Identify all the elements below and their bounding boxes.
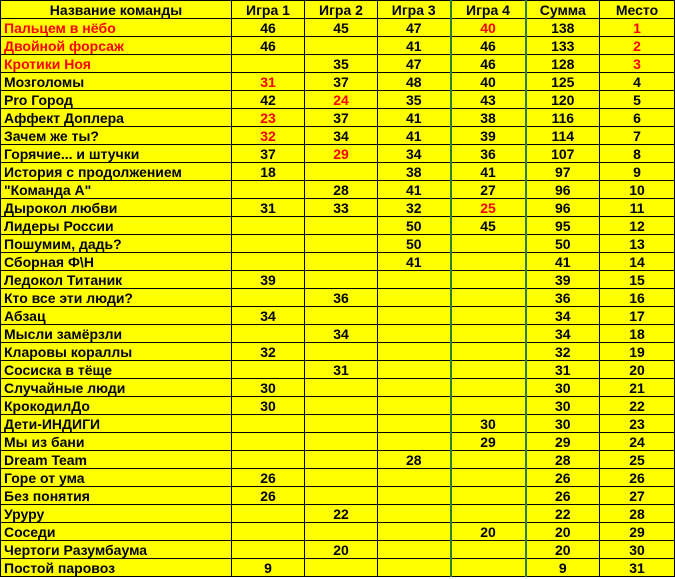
team-name-cell: Сосиска в тёще [1, 361, 232, 379]
table-row [1, 451, 675, 469]
team-name-cell: Мысли замёрзли [1, 325, 232, 343]
game-1-cell: 9 [232, 559, 305, 577]
game-4-cell: 41 [451, 163, 526, 181]
game-4-cell [451, 397, 526, 415]
team-name-cell: Аффект Доплера [1, 109, 232, 127]
game-3-cell: 47 [378, 55, 451, 73]
sum-cell: 133 [526, 37, 600, 55]
team-name-cell: Кто все эти люди? [1, 289, 232, 307]
sum-cell: 36 [526, 289, 600, 307]
sum-cell: 20 [526, 523, 600, 541]
game-2-cell: 34 [305, 325, 378, 343]
place-cell: 6 [600, 109, 675, 127]
game-2-cell: 37 [305, 73, 378, 91]
game-2-cell [305, 253, 378, 271]
game-3-cell: 28 [378, 451, 451, 469]
game-4-cell: 38 [451, 109, 526, 127]
table-row [1, 379, 675, 397]
place-cell: 10 [600, 181, 675, 199]
team-name-cell: Зачем же ты? [1, 127, 232, 145]
team-name-cell: Кротики Ноя [1, 55, 232, 73]
header-game-1: Игра 1 [232, 1, 305, 19]
table-row [1, 163, 675, 181]
game-1-cell [232, 181, 305, 199]
game-4-cell [451, 289, 526, 307]
team-name-cell: Pro Город [1, 91, 232, 109]
table-row [1, 127, 675, 145]
table-row [1, 253, 675, 271]
team-name-cell: Мозголомы [1, 73, 232, 91]
game-3-cell: 34 [378, 145, 451, 163]
table-row [1, 505, 675, 523]
game-2-cell: 20 [305, 541, 378, 559]
game-1-cell [232, 289, 305, 307]
game-4-cell: 40 [451, 73, 526, 91]
sum-cell: 26 [526, 487, 600, 505]
game-2-cell [305, 523, 378, 541]
game-3-cell: 38 [378, 163, 451, 181]
game-3-cell: 41 [378, 109, 451, 127]
game-1-cell: 26 [232, 487, 305, 505]
game-1-cell: 30 [232, 379, 305, 397]
table-row [1, 325, 675, 343]
game-4-cell [451, 307, 526, 325]
table-row [1, 109, 675, 127]
table-row [1, 91, 675, 109]
sum-cell: 128 [526, 55, 600, 73]
place-cell: 1 [600, 19, 675, 37]
game-1-cell: 18 [232, 163, 305, 181]
place-cell: 18 [600, 325, 675, 343]
table-row [1, 523, 675, 541]
game-4-cell [451, 541, 526, 559]
game-3-cell: 41 [378, 181, 451, 199]
game-3-cell [378, 343, 451, 361]
place-cell: 24 [600, 433, 675, 451]
game-3-cell [378, 289, 451, 307]
sum-cell: 120 [526, 91, 600, 109]
game-4-cell: 25 [451, 199, 526, 217]
game-3-cell [378, 433, 451, 451]
game-4-cell: 43 [451, 91, 526, 109]
table-row [1, 361, 675, 379]
team-name-cell: Без понятия [1, 487, 232, 505]
team-name-cell: Горе от ума [1, 469, 232, 487]
game-4-cell: 45 [451, 217, 526, 235]
game-2-cell: 33 [305, 199, 378, 217]
place-cell: 25 [600, 451, 675, 469]
team-name-cell: Кларовы кораллы [1, 343, 232, 361]
team-name-cell: Соседи [1, 523, 232, 541]
game-4-cell [451, 469, 526, 487]
game-2-cell [305, 397, 378, 415]
game-3-cell [378, 415, 451, 433]
team-name-cell: Пошумим, дадь? [1, 235, 232, 253]
table-row [1, 73, 675, 91]
game-4-cell [451, 505, 526, 523]
game-2-cell [305, 487, 378, 505]
game-1-cell: 23 [232, 109, 305, 127]
table-row [1, 271, 675, 289]
sum-cell: 96 [526, 181, 600, 199]
table-row [1, 307, 675, 325]
game-1-cell: 46 [232, 19, 305, 37]
game-2-cell [305, 163, 378, 181]
game-1-cell: 30 [232, 397, 305, 415]
game-2-cell [305, 307, 378, 325]
table-row [1, 343, 675, 361]
sum-cell: 28 [526, 451, 600, 469]
game-1-cell [232, 451, 305, 469]
sum-cell: 30 [526, 379, 600, 397]
sum-cell: 116 [526, 109, 600, 127]
game-1-cell: 32 [232, 343, 305, 361]
game-4-cell: 46 [451, 55, 526, 73]
place-cell: 20 [600, 361, 675, 379]
game-1-cell: 34 [232, 307, 305, 325]
game-2-cell: 29 [305, 145, 378, 163]
game-3-cell [378, 325, 451, 343]
team-name-cell: Чертоги Разумбаума [1, 541, 232, 559]
team-name-cell: Дырокол любви [1, 199, 232, 217]
sum-cell: 26 [526, 469, 600, 487]
game-3-cell [378, 559, 451, 577]
sum-cell: 50 [526, 235, 600, 253]
table-row [1, 469, 675, 487]
game-2-cell: 22 [305, 505, 378, 523]
table-row [1, 37, 675, 55]
game-3-cell: 41 [378, 253, 451, 271]
place-cell: 26 [600, 469, 675, 487]
game-2-cell: 37 [305, 109, 378, 127]
place-cell: 12 [600, 217, 675, 235]
game-3-cell [378, 361, 451, 379]
team-name-cell: Двойной форсаж [1, 37, 232, 55]
game-3-cell: 35 [378, 91, 451, 109]
sum-cell: 31 [526, 361, 600, 379]
place-cell: 14 [600, 253, 675, 271]
game-4-cell [451, 271, 526, 289]
sum-cell: 34 [526, 325, 600, 343]
game-4-cell [451, 451, 526, 469]
table-body [1, 19, 675, 577]
game-3-cell: 47 [378, 19, 451, 37]
place-cell: 29 [600, 523, 675, 541]
team-name-cell: История с продолжением [1, 163, 232, 181]
table-row [1, 217, 675, 235]
game-1-cell: 39 [232, 271, 305, 289]
game-3-cell [378, 505, 451, 523]
game-1-cell [232, 325, 305, 343]
team-name-cell: КрокодилДо [1, 397, 232, 415]
table-row [1, 433, 675, 451]
table-row [1, 199, 675, 217]
game-4-cell [451, 379, 526, 397]
game-2-cell [305, 235, 378, 253]
sum-cell: 30 [526, 397, 600, 415]
sum-cell: 32 [526, 343, 600, 361]
game-1-cell [232, 415, 305, 433]
place-cell: 16 [600, 289, 675, 307]
game-4-cell: 20 [451, 523, 526, 541]
sum-cell: 95 [526, 217, 600, 235]
sum-cell: 97 [526, 163, 600, 181]
table-row [1, 19, 675, 37]
game-1-cell: 46 [232, 37, 305, 55]
table-row [1, 397, 675, 415]
place-cell: 3 [600, 55, 675, 73]
game-1-cell: 32 [232, 127, 305, 145]
game-3-cell: 48 [378, 73, 451, 91]
sum-cell: 34 [526, 307, 600, 325]
team-name-cell: Горячие... и штучки [1, 145, 232, 163]
team-name-cell: Ледокол Титаник [1, 271, 232, 289]
game-4-cell [451, 325, 526, 343]
header-game-2: Игра 2 [305, 1, 378, 19]
table-row [1, 541, 675, 559]
team-name-cell: Случайные люди [1, 379, 232, 397]
place-cell: 31 [600, 559, 675, 577]
game-1-cell [232, 523, 305, 541]
team-name-cell: Абзац [1, 307, 232, 325]
team-name-cell: Дети-ИНДИГИ [1, 415, 232, 433]
sum-cell: 125 [526, 73, 600, 91]
sum-cell: 114 [526, 127, 600, 145]
team-name-cell: Пальцем в нёбо [1, 19, 232, 37]
game-4-cell: 36 [451, 145, 526, 163]
game-4-cell [451, 343, 526, 361]
place-cell: 4 [600, 73, 675, 91]
game-1-cell: 31 [232, 199, 305, 217]
sum-cell: 9 [526, 559, 600, 577]
game-2-cell: 31 [305, 361, 378, 379]
game-3-cell: 32 [378, 199, 451, 217]
place-cell: 9 [600, 163, 675, 181]
game-2-cell [305, 343, 378, 361]
team-name-cell: Лидеры России [1, 217, 232, 235]
table-row [1, 487, 675, 505]
sum-cell: 39 [526, 271, 600, 289]
game-4-cell [451, 559, 526, 577]
header-game-4: Игра 4 [451, 1, 526, 19]
game-4-cell: 27 [451, 181, 526, 199]
game-3-cell: 50 [378, 217, 451, 235]
team-name-cell: Уруру [1, 505, 232, 523]
game-1-cell [232, 361, 305, 379]
place-cell: 30 [600, 541, 675, 559]
team-name-cell: Dream Team [1, 451, 232, 469]
game-2-cell: 28 [305, 181, 378, 199]
game-3-cell [378, 379, 451, 397]
game-2-cell [305, 217, 378, 235]
team-name-cell: Мы из бани [1, 433, 232, 451]
game-3-cell [378, 307, 451, 325]
game-2-cell [305, 469, 378, 487]
place-cell: 21 [600, 379, 675, 397]
game-2-cell [305, 37, 378, 55]
game-1-cell: 42 [232, 91, 305, 109]
game-1-cell [232, 235, 305, 253]
game-4-cell [451, 361, 526, 379]
team-name-cell: Сборная Ф\Н [1, 253, 232, 271]
game-1-cell: 26 [232, 469, 305, 487]
header-game-3: Игра 3 [378, 1, 451, 19]
game-4-cell: 40 [451, 19, 526, 37]
game-3-cell [378, 271, 451, 289]
game-3-cell [378, 469, 451, 487]
game-2-cell [305, 415, 378, 433]
game-2-cell: 45 [305, 19, 378, 37]
game-3-cell [378, 397, 451, 415]
game-1-cell: 37 [232, 145, 305, 163]
place-cell: 13 [600, 235, 675, 253]
game-4-cell [451, 235, 526, 253]
sum-cell: 29 [526, 433, 600, 451]
header-sum: Сумма [526, 1, 600, 19]
game-2-cell [305, 379, 378, 397]
game-4-cell [451, 253, 526, 271]
game-1-cell [232, 541, 305, 559]
game-2-cell: 24 [305, 91, 378, 109]
game-1-cell [232, 217, 305, 235]
game-3-cell [378, 523, 451, 541]
sum-cell: 41 [526, 253, 600, 271]
game-2-cell [305, 433, 378, 451]
table-row [1, 145, 675, 163]
game-4-cell: 46 [451, 37, 526, 55]
table-row [1, 289, 675, 307]
game-1-cell [232, 433, 305, 451]
place-cell: 11 [600, 199, 675, 217]
place-cell: 7 [600, 127, 675, 145]
place-cell: 5 [600, 91, 675, 109]
place-cell: 8 [600, 145, 675, 163]
game-4-cell: 30 [451, 415, 526, 433]
place-cell: 28 [600, 505, 675, 523]
game-1-cell [232, 253, 305, 271]
place-cell: 27 [600, 487, 675, 505]
header-place: Место [600, 1, 675, 19]
sum-cell: 138 [526, 19, 600, 37]
sum-cell: 96 [526, 199, 600, 217]
game-3-cell [378, 487, 451, 505]
place-cell: 19 [600, 343, 675, 361]
team-name-cell: "Команда А" [1, 181, 232, 199]
game-1-cell [232, 505, 305, 523]
game-2-cell: 35 [305, 55, 378, 73]
table-row [1, 415, 675, 433]
table-row [1, 55, 675, 73]
game-3-cell [378, 541, 451, 559]
game-4-cell: 39 [451, 127, 526, 145]
table-row [1, 181, 675, 199]
team-name-cell: Постой паровоз [1, 559, 232, 577]
game-2-cell [305, 559, 378, 577]
place-cell: 23 [600, 415, 675, 433]
place-cell: 22 [600, 397, 675, 415]
game-4-cell [451, 487, 526, 505]
header-team-name: Название команды [1, 1, 232, 19]
place-cell: 15 [600, 271, 675, 289]
game-2-cell: 36 [305, 289, 378, 307]
sum-cell: 22 [526, 505, 600, 523]
place-cell: 2 [600, 37, 675, 55]
game-3-cell: 41 [378, 127, 451, 145]
game-1-cell [232, 55, 305, 73]
game-2-cell [305, 271, 378, 289]
header-row [1, 1, 675, 19]
sum-cell: 107 [526, 145, 600, 163]
game-1-cell: 31 [232, 73, 305, 91]
table-row [1, 559, 675, 577]
game-2-cell: 34 [305, 127, 378, 145]
table-row [1, 235, 675, 253]
game-3-cell: 50 [378, 235, 451, 253]
place-cell: 17 [600, 307, 675, 325]
game-3-cell: 41 [378, 37, 451, 55]
game-2-cell [305, 451, 378, 469]
game-4-cell: 29 [451, 433, 526, 451]
sum-cell: 30 [526, 415, 600, 433]
sum-cell: 20 [526, 541, 600, 559]
